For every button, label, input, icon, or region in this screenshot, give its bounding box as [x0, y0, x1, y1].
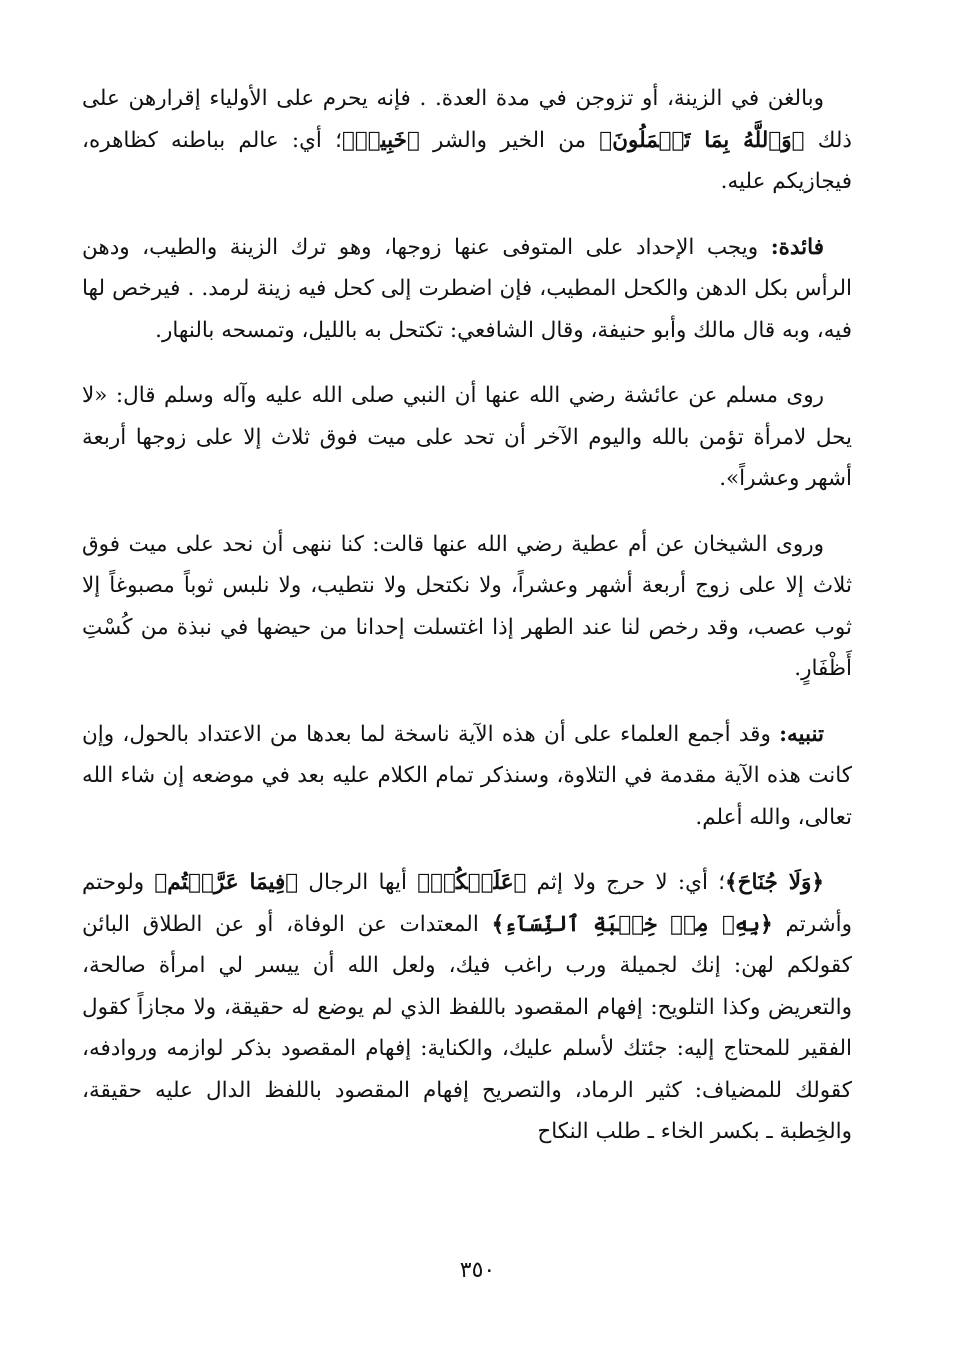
page-number: ٣٥٠ [459, 1258, 496, 1283]
text-run: المعتدات عن الوفاة، أو عن الطلاق البائن كقولكم لهن: إنك لجميلة ورب راغب فيك، ولعل الله أن ييسر لي امرأة صالحة، والتعريض وكذا التلويح: إفهام المقصود باللفظ الذي لم يوضع له حقيقة، ولا مجازاً كقول الفقير للمحتاج إليه: جئتك لأسلم عليك، والكناية: إفهام المقصود بذكر لوازمه وروادفه، كقولك للمضياف: كثير الرماد، والتصريح إفهام المقصود باللفظ الدال عليه حقيقة، والخِطبة ـ بكسر الخاء ـ طلب النكاح [82, 911, 852, 1144]
page-body [82, 78, 852, 1153]
paragraph-commentary [82, 862, 852, 1153]
quran-quote: ﴿بِهِۦ مِنۡ خِطۡبَةِ ٱلنِّسَآءِ﴾ [491, 911, 773, 937]
text-run: وروى الشيخان عن أم عطية رضي الله عنها قالت: كنا ننهى أن نحد على ميت فوق ثلاث إلا على زوج أربعة أشهر وعشراً، ولا نكتحل ولا نتطيب، ولا نلبس ثوباً مصبوغاً إلا ثوب عصب، وقد رخص لنا عند الطهر إذا اغتسلت إحدانا من حيضها في نبذة من كُسْتِ أَظْفَارٍ. [82, 531, 852, 681]
quran-quote: ﴿عَلَيۡكُمۡ﴾ [417, 870, 527, 895]
text-run: ؛ أي: عالم بباطنه كظاهره، فيجازيكم عليه. [82, 127, 852, 194]
text-run: وبالغن في الزينة، أو تزوجن في مدة العدة. . فإنه يحرم على الأولياء إقرارهن على ذلك [82, 86, 852, 153]
paragraph-benefit [82, 227, 852, 352]
paragraph-hadith-muslim [82, 375, 852, 500]
quran-quote: ﴿خَبِيرٞ﴾ [341, 127, 420, 153]
quran-quote: ﴿وَلَا جُنَاحَ﴾ [725, 870, 824, 895]
paragraph-note [82, 714, 852, 839]
section-label: فائدة: [770, 234, 824, 260]
text-run: ولوحتم وأشرتم [82, 870, 852, 937]
paragraph-hadith-shaykhan [82, 524, 852, 690]
paragraph-1 [82, 78, 852, 203]
text-run: من الخير والشر [419, 127, 600, 153]
text-run: وقد أجمع العلماء على أن هذه الآية ناسخة لما بعدها من الاعتداد بالحول، وإن كانت هذه الآية مقدمة في التلاوة، وسنذكر تمام الكلام عليه بعد في موضعه إن شاء الله تعالى، والله أعلم. [82, 721, 852, 830]
text-run: أيها الرجال [298, 870, 418, 895]
text-run: روى مسلم عن عائشة رضي الله عنها أن النبي صلى الله عليه وآله وسلم قال: «لا يحل لامرأة تؤمن بالله واليوم الآخر أن تحد على ميت فوق ثلاث إلا على زوجها أربعة أشهر وعشراً». [82, 383, 852, 491]
text-run: ويجب الإحداد على المتوفى عنها زوجها، وهو ترك الزينة والطيب، ودهن الرأس بكل الدهن والكحل المطيب، فإن اضطرت إلى كحل فيه زينة لرمد. . فيرخص لها فيه، وبه قال مالك وأبو حنيفة، وقال الشافعي: تكتحل به بالليل، وتمسحه بالنهار. [82, 234, 852, 343]
quran-quote: ﴿فِيمَا عَرَّضۡتُم﴾ [154, 870, 299, 895]
section-label: تنبيه: [779, 721, 824, 747]
quran-quote: ﴿وَٱللَّهُ بِمَا تَعۡمَلُونَ﴾ [599, 127, 805, 153]
text-run: ؛ أي: لا حرج ولا إثم [526, 870, 726, 895]
